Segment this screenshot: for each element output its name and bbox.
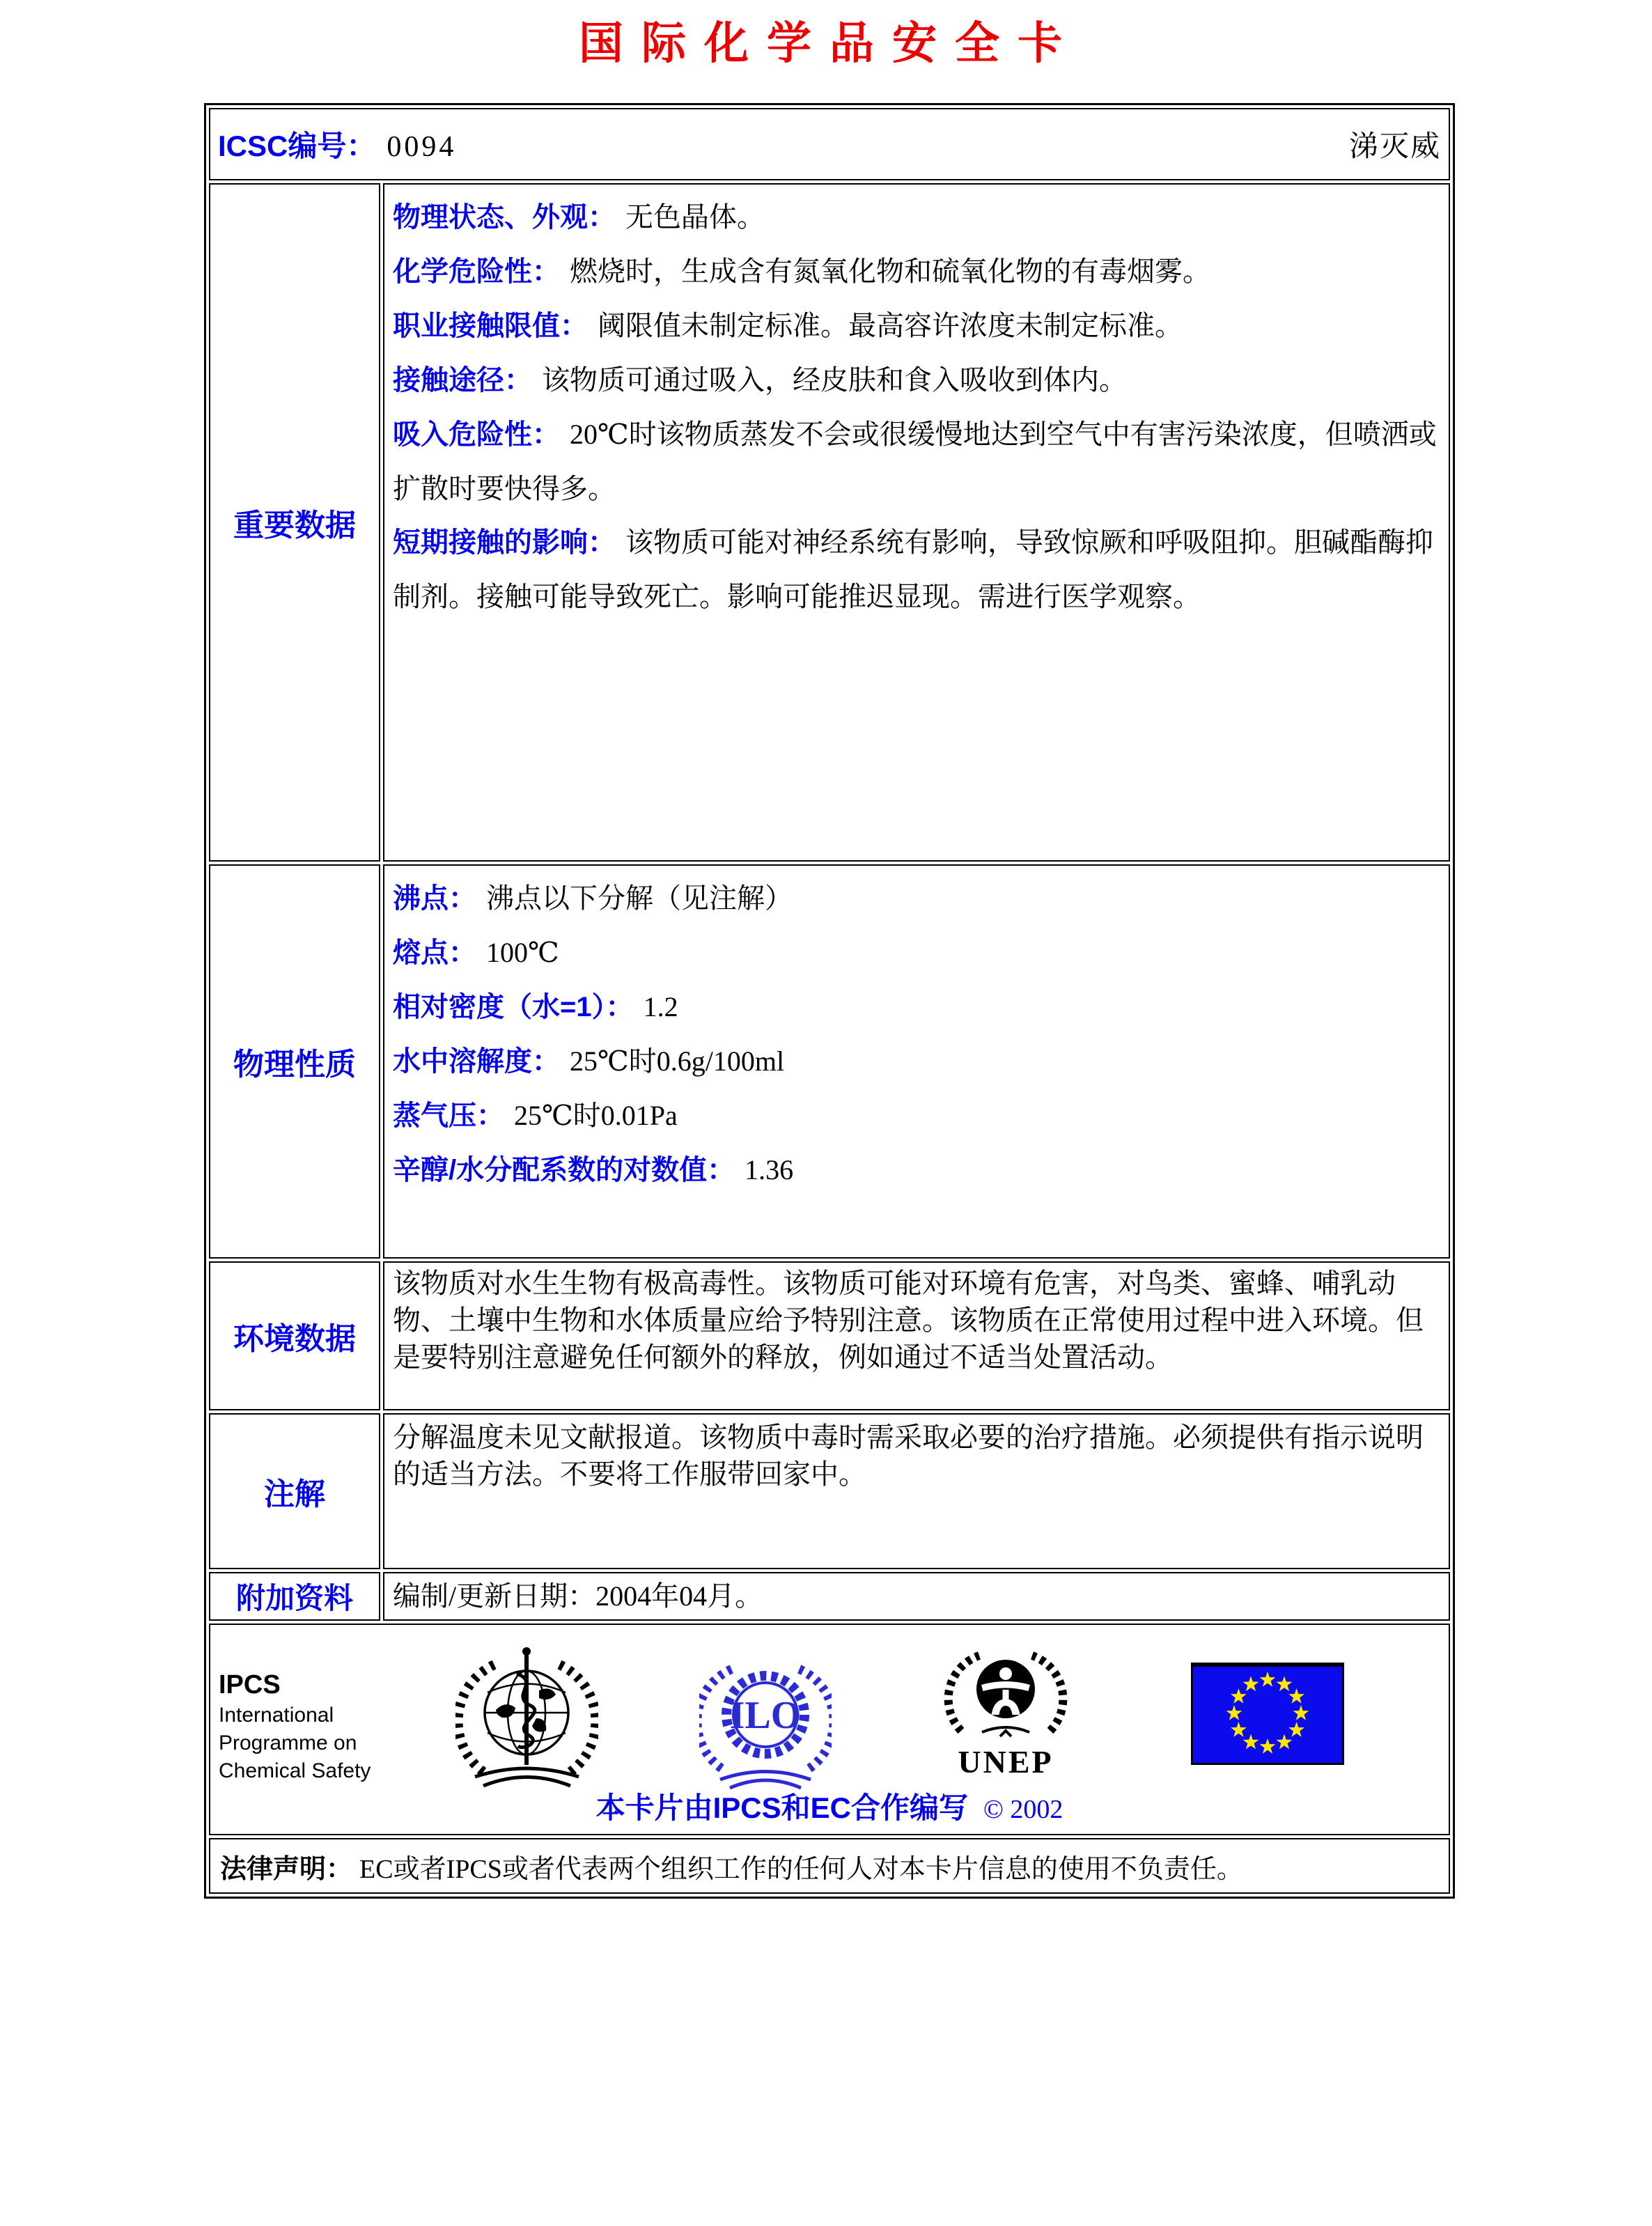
item-text: 1.2 — [643, 991, 678, 1022]
data-item — [393, 1143, 1437, 1197]
data-item — [393, 299, 1437, 353]
icsc-number-value: 0094 — [387, 131, 457, 163]
additional-info-content: 编制/更新日期：2004年04月。 — [383, 1572, 1450, 1621]
environmental-data-row — [209, 1261, 1450, 1410]
item-label: 化学危险性： — [393, 256, 560, 287]
item-label: 职业接触限值： — [393, 311, 588, 341]
unep-label: UNEP — [958, 1744, 1054, 1780]
additional-info-row-label: 附加资料 — [209, 1572, 380, 1621]
notes-content: 分解温度未见文献报道。该物质中毒时需采取必要的治疗措施。必须提供有指示说明的适当方法。不要将工作服带回家中。 — [383, 1413, 1450, 1569]
physical-properties-row-label: 物理性质 — [209, 864, 380, 1259]
item-label: 蒸气压： — [393, 1100, 504, 1131]
ilo-logo-icon — [699, 1649, 832, 1791]
legal-text: EC或者IPCS或者代表两个组织工作的任何人对本卡片信息的使用不负责任。 — [359, 1854, 1243, 1884]
item-label: 物理状态、外观： — [393, 202, 616, 233]
data-item — [393, 871, 1437, 926]
item-label: 吸入危险性： — [393, 419, 560, 450]
item-text: 阈限值未制定标准。最高容许浓度未制定标准。 — [598, 310, 1183, 341]
item-text: 25℃时0.01Pa — [514, 1100, 678, 1131]
item-text: 100℃ — [486, 937, 559, 968]
data-item — [393, 980, 1437, 1034]
item-label: 接触途径： — [393, 365, 532, 396]
item-text: 该物质可能对神经系统有影响，导致惊厥和呼吸阻抑。胆碱酯酶抑制剂。接触可能导致死亡。影响可能推迟显现。需进行医学观察。 — [393, 527, 1433, 612]
icsc-number-label: ICSC编号： — [218, 130, 376, 162]
data-item — [393, 190, 1437, 244]
item-text: 25℃时0.6g/100ml — [570, 1045, 785, 1077]
header-row — [209, 108, 1450, 180]
item-label: 短期接触的影响： — [393, 527, 616, 558]
additional-info-row — [209, 1572, 1450, 1621]
data-item — [393, 353, 1437, 407]
physical-properties-content — [383, 864, 1450, 1259]
item-label: 熔点： — [393, 937, 476, 968]
item-text: 1.36 — [745, 1154, 794, 1185]
icsc-table — [204, 103, 1455, 1899]
chemical-name: 涕灭威 — [1348, 131, 1441, 163]
item-text: 无色晶体。 — [625, 201, 765, 233]
ipcs-acronym: IPCS — [219, 1670, 281, 1699]
data-item — [393, 244, 1437, 299]
legal-cell — [209, 1838, 1450, 1894]
notes-row — [209, 1413, 1450, 1569]
important-data-row — [209, 183, 1450, 862]
item-label: 沸点： — [393, 883, 476, 914]
environmental-data-content: 该物质对水生生物有极高毒性。该物质可能对环境有危害，对鸟类、蜜蜂、哺乳动物、土壤中生物和水体质量应给予特别注意。该物质在正常使用过程中进入环境。但是要特别注意避免任何额外的释放，例如通过不适当处置活动。 — [383, 1261, 1450, 1410]
environmental-data-row-label: 环境数据 — [209, 1261, 380, 1410]
ipcs-text-block — [219, 1668, 371, 1785]
ipcs-line: International — [219, 1704, 334, 1727]
logos-cell — [209, 1624, 1450, 1835]
data-item — [393, 926, 1437, 980]
copyright-text: © 2002 — [983, 1795, 1063, 1824]
eu-flag-icon — [1191, 1663, 1344, 1765]
item-label: 水中溶解度： — [393, 1046, 560, 1077]
data-item — [393, 407, 1437, 515]
data-item — [393, 1089, 1437, 1143]
credit-text: 本卡片由IPCS和EC合作编写 — [595, 1791, 968, 1824]
ilo-letters: ILO — [729, 1694, 802, 1737]
ipcs-line: Chemical Safety — [219, 1759, 371, 1782]
who-logo-icon — [455, 1643, 598, 1795]
data-item — [393, 515, 1437, 623]
icsc-document — [204, 0, 1455, 1899]
header-cell — [209, 108, 1450, 180]
legal-label: 法律声明： — [220, 1854, 353, 1884]
data-item — [393, 1034, 1437, 1089]
important-data-content — [383, 183, 1450, 862]
item-label: 辛醇/水分配系数的对数值： — [393, 1155, 735, 1185]
credit-line — [210, 1785, 1449, 1827]
ipcs-line: Programme on — [219, 1731, 357, 1754]
unep-logo-block — [943, 1646, 1068, 1779]
unep-logo-icon — [943, 1646, 1068, 1741]
logos-row — [209, 1624, 1450, 1835]
item-text: 20℃时该物质蒸发不会或很缓慢地达到空气中有害污染浓度，但喷洒或扩散时要快得多。 — [393, 419, 1437, 504]
important-data-row-label: 重要数据 — [209, 183, 380, 862]
legal-row — [209, 1838, 1450, 1894]
item-label: 相对密度（水=1）： — [393, 992, 634, 1022]
page-title: 国际化学品安全卡 — [579, 18, 1080, 68]
item-text: 该物质可通过吸入，经皮肤和食入吸收到体内。 — [542, 364, 1127, 396]
item-text: 沸点以下分解（见注解） — [486, 882, 793, 914]
notes-row-label: 注解 — [209, 1413, 380, 1569]
item-text: 燃烧时，生成含有氮氧化物和硫氧化物的有毒烟雾。 — [570, 256, 1210, 287]
physical-properties-row — [209, 864, 1450, 1259]
